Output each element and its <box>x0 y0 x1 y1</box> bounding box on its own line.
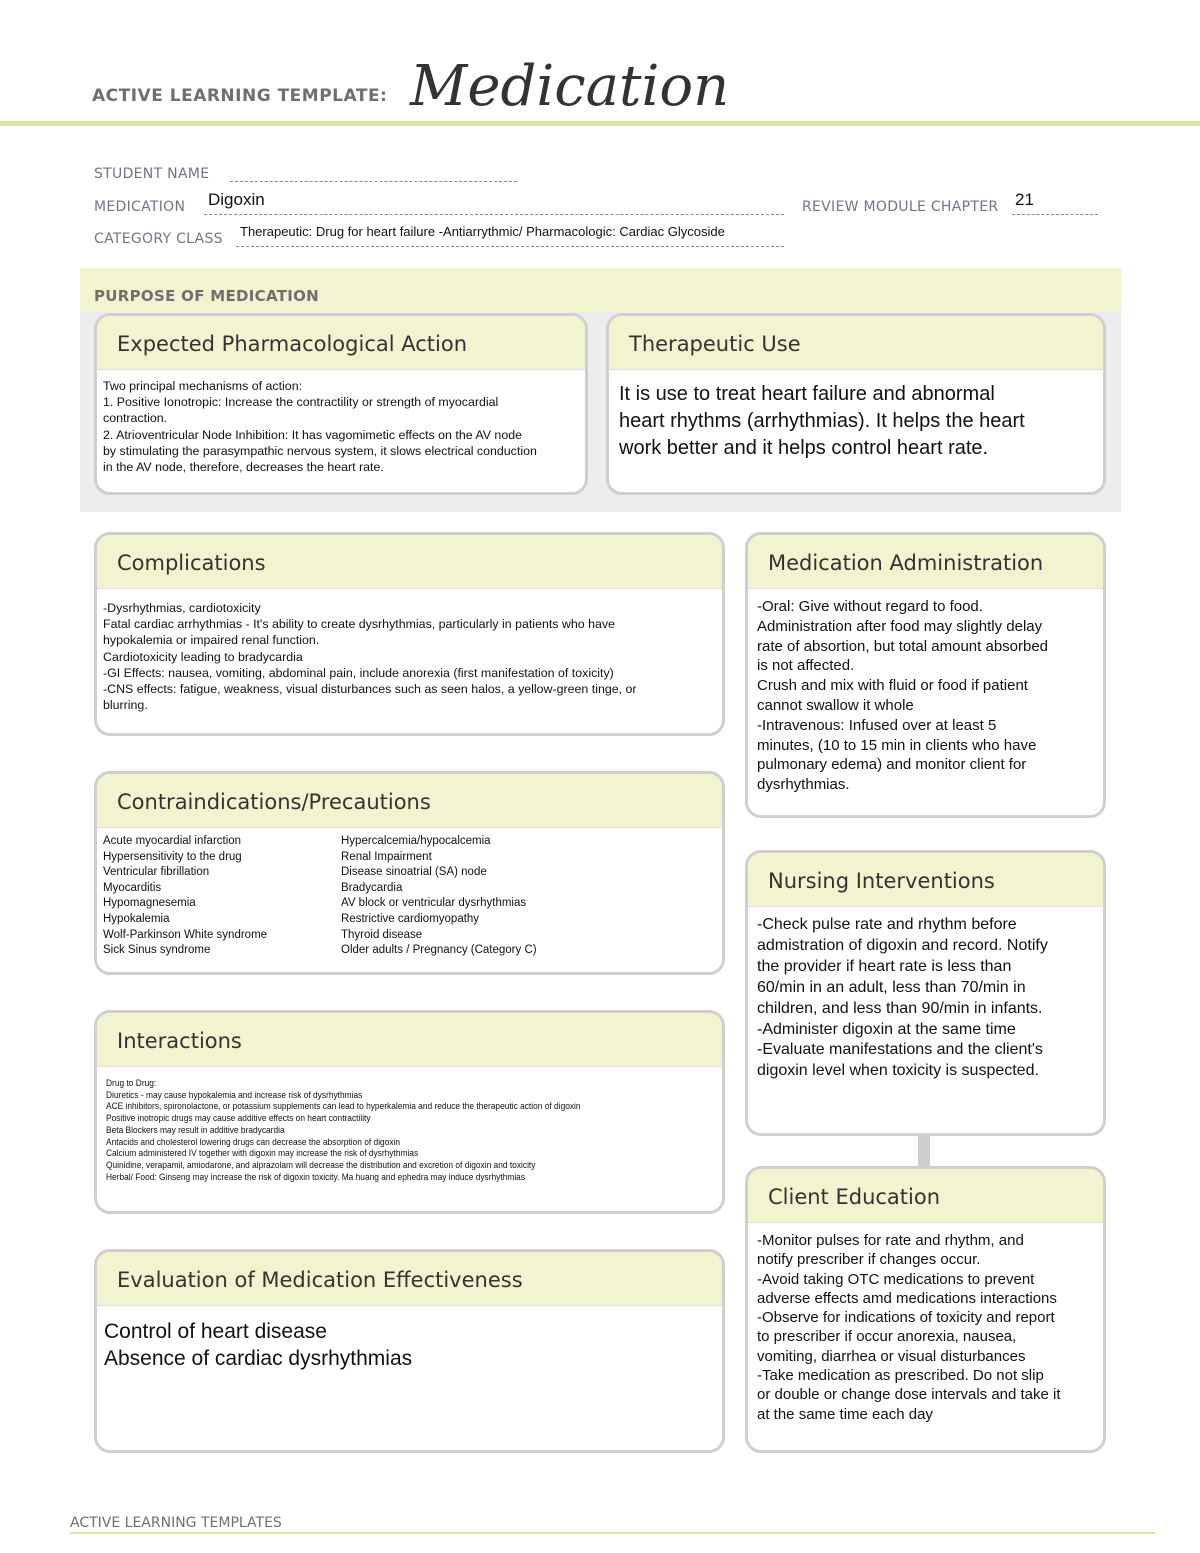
list-item: Restrictive cardiomyopathy <box>341 912 480 925</box>
list-item: Thyroid disease <box>341 928 423 941</box>
text-line: -Monitor pulses for rate and rhythm, and <box>757 1232 1024 1249</box>
text-line: -Evaluate manifestations and the client's <box>757 1041 1043 1059</box>
contraindications-body[interactable] <box>97 828 722 964</box>
review-module-line <box>1012 214 1098 215</box>
medication-administration-title: Medication Administration <box>748 535 1103 589</box>
text-line: -Take medication as prescribed. Do not slip <box>757 1367 1044 1385</box>
student-name-label: STUDENT NAME <box>94 166 210 182</box>
list-item: Wolf-Parkinson White syndrome <box>103 928 268 941</box>
list-item: Older adults / Pregnancy (Category C) <box>341 944 537 957</box>
client-education-box <box>745 1166 1106 1453</box>
text-line: vomiting, diarrhea or visual disturbances <box>757 1347 1026 1365</box>
text-line: is not affected. <box>757 657 855 675</box>
box-connector <box>918 1135 930 1167</box>
text-line: Fatal cardiac arrhythmias - It's ability to create dysrhythmias, particularly in patients who have <box>103 617 615 632</box>
text-line: Quinidine, verapamil, amiodarone, and alprazolam will decrease the distribution and excretion of digoxin and toxicity <box>106 1159 536 1170</box>
text-line: at the same time each day <box>757 1405 933 1423</box>
text-line: ACE inhibitors, spironolactone, or potassium supplements can lead to hyperkalemia and reduce the therapeutic action of digoxin <box>106 1101 581 1112</box>
expected-action-title: Expected Pharmacological Action <box>97 316 585 370</box>
text-line: -Oral: Give without regard to food. <box>757 598 983 615</box>
review-module-label: REVIEW MODULE CHAPTER <box>802 199 999 215</box>
text-line: Antacids and cholesterol lowering drugs can decrease the absorption of digoxin <box>106 1136 401 1147</box>
therapeutic-use-title: Therapeutic Use <box>609 316 1103 370</box>
interactions-body[interactable] <box>97 1067 722 1183</box>
nursing-interventions-box <box>745 850 1106 1136</box>
text-line: Herbal/ Food: Ginseng may increase the risk of digoxin toxicity. Ma huang and ephedra may induce dysrhythmias <box>106 1171 526 1182</box>
nursing-interventions-title: Nursing Interventions <box>748 853 1103 907</box>
text-line: Positive inotropic drugs may cause additive effects on heart contractility <box>106 1113 371 1124</box>
text-line: -CNS effects: fatigue, weakness, visual disturbances such as seen halos, a yellow-green tinge, or <box>103 682 637 697</box>
text-line: by stimulating the parasympathic nervous system, it slows electrical conduction <box>103 443 537 458</box>
list-item: Renal Impairment <box>341 850 432 863</box>
header-divider <box>0 121 1200 126</box>
list-item: Hypersensitivity to the drug <box>103 850 242 863</box>
evaluation-box <box>94 1249 725 1453</box>
client-education-title: Client Education <box>748 1169 1103 1223</box>
medication-administration-box <box>745 532 1106 818</box>
list-item: Hypomagnesemia <box>103 897 196 910</box>
text-line: 2. Atrioventricular Node Inhibition: It has vagomimetic effects on the AV node <box>103 427 522 442</box>
list-item: Hypercalcemia/hypocalcemia <box>341 835 491 847</box>
list-item: Disease sinoatrial (SA) node <box>341 866 487 879</box>
medication-field[interactable]: Digoxin <box>208 190 265 209</box>
template-label: ACTIVE LEARNING TEMPLATE: <box>92 86 388 106</box>
text-line: 1. Positive Ionotropic: Increase the contractility or strength of myocardial <box>103 395 499 410</box>
evaluation-title: Evaluation of Medication Effectiveness <box>97 1252 722 1306</box>
therapeutic-use-body[interactable] <box>609 370 1103 462</box>
text-line: heart rhythms (arrhythmias). It helps the heart <box>619 410 1025 432</box>
text-line: Administration after food may slightly delay <box>757 617 1043 635</box>
text-line: children, and less than 90/min in infants. <box>757 999 1043 1017</box>
list-item: Hypokalemia <box>103 912 170 925</box>
text-line: Cardiotoxicity leading to bradycardia <box>103 649 303 664</box>
interactions-title: Interactions <box>97 1013 722 1067</box>
category-class-line <box>236 246 784 247</box>
text-line: dysrhythmias. <box>757 776 850 794</box>
review-module-field[interactable]: 21 <box>1015 190 1034 209</box>
expected-action-box <box>94 313 588 495</box>
text-line: Two principal mechanisms of action: <box>103 379 303 393</box>
text-line: digoxin level when toxicity is suspected. <box>757 1062 1039 1080</box>
footer-label: ACTIVE LEARNING TEMPLATES <box>70 1515 282 1531</box>
text-line: notify prescriber if changes occur. <box>757 1251 981 1269</box>
complications-body[interactable] <box>97 589 722 713</box>
text-line: Calcium administered IV together with digoxin may increase the risk of dysrhythmias <box>106 1148 419 1159</box>
medication-administration-body[interactable] <box>748 589 1103 795</box>
text-line: -Check pulse rate and rhythm before <box>757 916 1017 933</box>
client-education-body[interactable] <box>748 1223 1103 1424</box>
text-line: 60/min in an adult, less than 70/min in <box>757 978 1026 996</box>
text-line: contraction. <box>103 411 168 426</box>
list-item: Sick Sinus syndrome <box>103 944 211 957</box>
student-name-line <box>230 181 517 182</box>
medication-line <box>204 214 784 215</box>
text-line: work better and it helps control heart rate. <box>619 437 989 459</box>
medication-label: MEDICATION <box>94 199 186 215</box>
evaluation-body[interactable] <box>97 1306 722 1372</box>
text-line: -Dysrhythmias, cardiotoxicity <box>103 601 261 615</box>
text-line: pulmonary edema) and monitor client for <box>757 756 1027 774</box>
text-line: blurring. <box>103 698 148 713</box>
text-line: in the AV node, therefore, decreases the heart rate. <box>103 460 384 475</box>
contraindications-left-column <box>103 834 267 959</box>
category-class-field[interactable]: Therapeutic: Drug for heart failure -Antiarrythmic/ Pharmacologic: Cardiac Glycoside <box>240 224 725 239</box>
text-line: -GI Effects: nausea, vomiting, abdominal pain, include anorexia (first manifestation of toxicity) <box>103 665 614 680</box>
text-line: It is use to treat heart failure and abnormal <box>619 383 995 405</box>
list-item: Myocarditis <box>103 881 162 894</box>
text-line: rate of absortion, but total amount absorbed <box>757 637 1049 655</box>
purpose-title: PURPOSE OF MEDICATION <box>94 287 320 305</box>
text-line: the provider if heart rate is less than <box>757 957 1012 975</box>
contraindications-right-column <box>341 834 537 959</box>
complications-box <box>94 532 725 736</box>
text-line: hypokalemia or impaired renal function. <box>103 633 320 648</box>
text-line: Absence of cardiac dysrhythmias <box>104 1347 413 1370</box>
text-line: to prescriber if occur anorexia, nausea, <box>757 1328 1017 1346</box>
text-line: cannot swallow it whole <box>757 696 914 714</box>
category-class-label: CATEGORY CLASS <box>94 231 223 247</box>
expected-action-body[interactable] <box>97 370 585 475</box>
text-line: -Avoid taking OTC medications to prevent <box>757 1270 1035 1288</box>
text-line: adverse effects amd medications interactions <box>757 1289 1057 1307</box>
text-line: Crush and mix with fluid or food if patient <box>757 677 1028 695</box>
text-line: or double or change dose intervals and take it <box>757 1386 1061 1404</box>
page-title: Medication <box>410 54 730 119</box>
footer-divider <box>70 1532 1155 1534</box>
text-line: Control of heart disease <box>104 1320 327 1343</box>
interactions-box <box>94 1010 725 1214</box>
therapeutic-use-box <box>606 313 1106 495</box>
nursing-interventions-body[interactable] <box>748 907 1103 1082</box>
list-item: AV block or ventricular dysrhythmias <box>341 897 527 910</box>
text-line: -Observe for indications of toxicity and report <box>757 1309 1055 1327</box>
list-item: Bradycardia <box>341 881 403 894</box>
contraindications-title: Contraindications/Precautions <box>97 774 722 828</box>
text-line: Beta Blockers may result in additive bradycardia <box>106 1124 285 1135</box>
text-line: Diuretics - may cause hypokalemia and increase risk of dysrhythmias <box>106 1089 363 1100</box>
text-line: Drug to Drug: <box>106 1078 157 1088</box>
text-line: minutes, (10 to 15 min in clients who have <box>757 736 1037 754</box>
text-line: admistration of digoxin and record. Notify <box>757 936 1048 954</box>
list-item: Acute myocardial infarction <box>103 835 242 847</box>
contraindications-box <box>94 771 725 975</box>
list-item: Ventricular fibrillation <box>103 866 210 879</box>
complications-title: Complications <box>97 535 722 589</box>
text-line: -Intravenous: Infused over at least 5 <box>757 716 997 734</box>
text-line: -Administer digoxin at the same time <box>757 1020 1016 1038</box>
